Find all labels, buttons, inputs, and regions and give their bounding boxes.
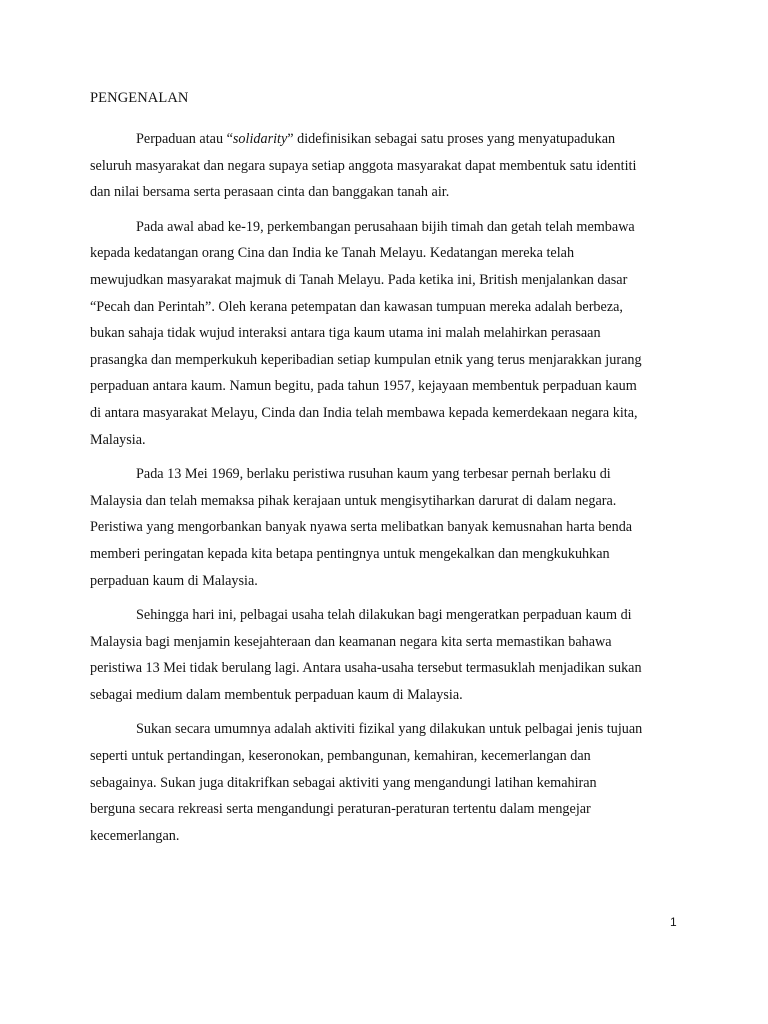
paragraph-line: kecemerlangan.	[90, 827, 180, 844]
paragraph-line: mewujudkan masyarakat majmuk di Tanah Melayu. Pada ketika ini, British menjalankan dasar	[90, 271, 628, 288]
paragraph	[90, 126, 688, 206]
paragraph	[90, 214, 688, 453]
paragraph-line: peristiwa 13 Mei tidak berulang lagi. Antara usaha-usaha tersebut termasuklah menjadikan sukan	[90, 660, 642, 677]
paragraph-line: di antara masyarakat Melayu, Cinda dan India telah membawa kepada kemerdekaan negara kita,	[90, 404, 638, 421]
paragraph	[90, 461, 688, 594]
paragraph-line: Peristiwa yang mengorbankan banyak nyawa serta melibatkan banyak kemusnahan harta benda	[90, 519, 633, 536]
page-title: PENGENALAN	[90, 90, 189, 106]
paragraph-line: “Pecah dan Perintah”. Oleh kerana petempatan dan kawasan tumpuan mereka adalah berbeza,	[90, 298, 623, 315]
text-run: ” didefinisikan sebagai satu proses yang menyatupadukan	[287, 131, 616, 147]
paragraph-line: Pada 13 Mei 1969, berlaku peristiwa rusuhan kaum yang terbesar pernah berlaku di	[136, 466, 611, 483]
italic-term: solidarity	[232, 131, 288, 147]
paragraph-line: Malaysia dan telah memaksa pihak kerajaan untuk mengisytiharkan darurat di dalam negara.	[90, 492, 617, 509]
paragraph-line: seperti untuk pertandingan, keseronokan, pembangunan, kemahiran, kecemerlangan dan	[90, 748, 591, 765]
paragraph-line: Sukan secara umumnya adalah aktiviti fizikal yang dilakukan untuk pelbagai jenis tujuan	[136, 721, 643, 738]
paragraph-line	[90, 126, 688, 153]
paragraph-line: Malaysia bagi menjamin kesejahteraan dan keamanan negara kita serta memastikan bahawa	[90, 633, 612, 650]
paragraph-line: sebagai medium dalam membentuk perpaduan kaum di Malaysia.	[90, 686, 463, 703]
paragraph-line: perpaduan kaum di Malaysia.	[90, 572, 258, 589]
paragraph-line: berguna secara rekreasi serta mengandungi peraturan-peraturan tertentu dalam mengejar	[90, 801, 591, 818]
paragraph-line: Malaysia.	[90, 431, 146, 448]
paragraph-line: sebagainya. Sukan juga ditakrifkan sebagai aktiviti yang mengandungi latihan kemahiran	[90, 774, 597, 791]
paragraph-line: seluruh masyarakat dan negara supaya setiap anggota masyarakat dapat membentuk satu identiti	[90, 157, 637, 174]
paragraph-line: perpaduan antara kaum. Namun begitu, pada tahun 1957, kejayaan membentuk perpaduan kaum	[90, 378, 637, 395]
text-run: Perpaduan atau “	[136, 131, 233, 147]
paragraph-list	[90, 126, 688, 849]
page-number: 1	[670, 915, 677, 929]
paragraph-line: memberi peringatan kepada kita betapa pentingnya untuk mengekalkan dan mengkukuhkan	[90, 545, 610, 562]
paragraph-line: Sehingga hari ini, pelbagai usaha telah dilakukan bagi mengeratkan perpaduan kaum di	[136, 607, 632, 624]
paragraph-line: dan nilai bersama serta perasaan cinta dan banggakan tanah air.	[90, 184, 450, 201]
document-body	[90, 88, 688, 857]
paragraph-line: bukan sahaja tidak wujud interaksi antara tiga kaum utama ini malah melahirkan perasaan	[90, 325, 601, 342]
paragraph	[90, 716, 688, 849]
paragraph-line: prasangka dan memperkukuh keperibadian setiap kumpulan etnik yang terus menjarakkan jurang	[90, 351, 642, 368]
paragraph	[90, 602, 688, 708]
paragraph-line: kepada kedatangan orang Cina dan India ke Tanah Melayu. Kedatangan mereka telah	[90, 245, 575, 262]
paragraph-line: Pada awal abad ke-19, perkembangan perusahaan bijih timah dan getah telah membawa	[136, 218, 635, 235]
